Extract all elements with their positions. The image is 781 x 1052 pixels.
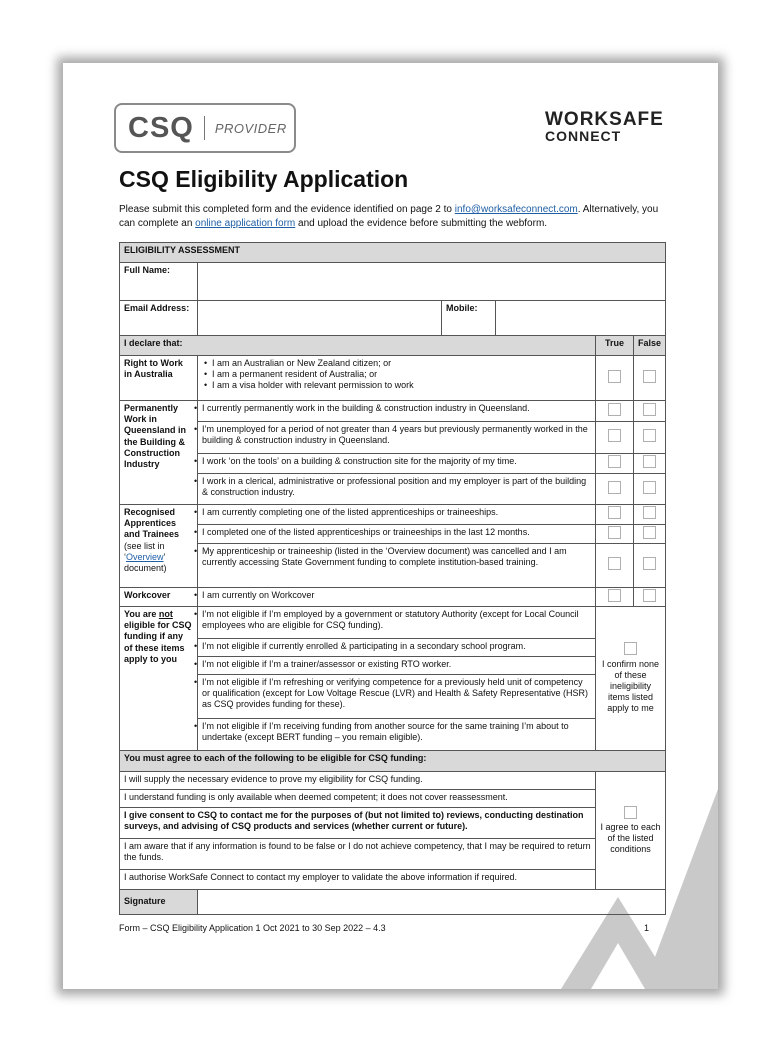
apprentices-label: Recognised Apprentices and Trainees — [124, 507, 180, 540]
apprentices-true-checkbox[interactable] — [608, 557, 621, 570]
declare-header: I declare that: — [120, 336, 596, 356]
workcover-false-checkbox[interactable] — [643, 589, 656, 602]
eligibility-header: ELIGIBILITY ASSESSMENT — [120, 243, 666, 263]
apprentices-false-checkbox[interactable] — [643, 526, 656, 539]
worksafe-logo-line2: CONNECT — [545, 128, 622, 144]
right-to-work-false-checkbox[interactable] — [643, 370, 656, 383]
email-label: Email Address: — [120, 301, 198, 336]
permanently-false-checkbox[interactable] — [643, 455, 656, 468]
signature-label: Signature — [120, 890, 198, 915]
not-eligible-item: • I’m not eligible if I’m employed by a government or statutory Authority (except for Local Council employees who are eligible for CSQ funding). — [198, 607, 596, 639]
permanently-true-checkbox[interactable] — [608, 403, 621, 416]
permanently-false-cell — [634, 474, 666, 505]
workcover-item: • I am currently on Workcover — [198, 588, 596, 607]
apprentices-true-cell — [596, 505, 634, 525]
right-to-work-true-cell — [596, 356, 634, 401]
permanently-false-checkbox[interactable] — [643, 481, 656, 494]
workcover-label: Workcover — [120, 588, 198, 607]
permanently-item: • I’m unemployed for a period of not greater than 4 years but previously permanently worked in the building & construction industry in Queensland. — [198, 422, 596, 454]
agree-item: I will supply the necessary evidence to prove my eligibility for CSQ funding. — [120, 772, 596, 790]
permanently-false-cell — [634, 422, 666, 454]
agree-confirm-cell — [596, 772, 666, 890]
agree-confirm-text: I agree to each of the listed conditions — [600, 821, 661, 855]
apprentices-true-checkbox[interactable] — [608, 526, 621, 539]
email-field[interactable] — [198, 301, 442, 336]
false-column-header: False — [634, 336, 666, 356]
not-eligible-item: • I’m not eligible if I’m refreshing or verifying competence for a previously held unit of competency or qualification (except for Low Voltage Rescue (LVR) and Health & Safety Representative (HSR) as CSQ provides funding for these). — [198, 675, 596, 719]
apprentices-false-cell — [634, 525, 666, 544]
apprentices-note-pre: (see list in ‘ — [124, 540, 165, 562]
permanently-work-label: Permanently Work in Queensland in the Building & Construction Industry — [120, 401, 198, 505]
apprentices-false-cell — [634, 505, 666, 525]
right-to-work-true-checkbox[interactable] — [608, 370, 621, 383]
apprentices-note — [124, 541, 193, 575]
permanently-true-checkbox[interactable] — [608, 481, 621, 494]
apprentices-note-post: ’ document) — [124, 551, 167, 574]
watermark-triangle-inner — [591, 943, 645, 989]
overview-link[interactable]: Overview — [126, 551, 164, 562]
worksafe-connect-logo — [545, 109, 664, 144]
permanently-item: • I work in a clerical, administrative or professional position and my employer is part of the building & construction industry. — [198, 474, 596, 505]
permanently-false-cell — [634, 401, 666, 422]
right-to-work-item: • I am an Australian or New Zealand citizen; or — [202, 358, 591, 369]
permanently-true-cell — [596, 454, 634, 474]
permanently-item: • I work ‘on the tools’ on a building & construction site for the majority of my time. — [198, 454, 596, 474]
not-eligible-label-not: not — [158, 609, 173, 619]
page-number: 1 — [643, 923, 649, 933]
agree-item: I am aware that if any information is found to be false or I do not achieve competency, that I may be required to return the funds. — [120, 839, 596, 870]
intro-text-2: . Alternatively, you can complete an — [119, 204, 659, 229]
workcover-true-checkbox[interactable] — [608, 589, 621, 602]
eligibility-form-table — [119, 242, 666, 915]
logo-divider — [204, 116, 205, 140]
right-to-work-label: Right to Work in Australia — [120, 356, 198, 401]
true-column-header: True — [596, 336, 634, 356]
not-eligible-label-post: eligible for CSQ funding if any of these items apply to you — [124, 620, 192, 664]
email-link[interactable]: info@worksafeconnect.com — [454, 204, 578, 215]
csq-provider-logo — [114, 103, 296, 153]
permanently-true-cell — [596, 401, 634, 422]
not-eligible-label-pre: You are — [124, 609, 159, 619]
form-page — [63, 63, 718, 989]
permanently-false-checkbox[interactable] — [643, 429, 656, 442]
right-to-work-item: • I am a permanent resident of Australia; or — [202, 369, 591, 380]
permanently-true-checkbox[interactable] — [608, 429, 621, 442]
apprentices-false-checkbox[interactable] — [643, 557, 656, 570]
full-name-field[interactable] — [198, 263, 666, 301]
intro-text-1: Please submit this completed form and the evidence identified on page 2 to — [119, 204, 455, 215]
signature-field[interactable] — [198, 890, 666, 915]
workcover-true-cell — [596, 588, 634, 607]
agree-header: You must agree to each of the following to be eligible for CSQ funding: — [120, 751, 666, 772]
permanently-true-cell — [596, 422, 634, 454]
apprentices-true-cell — [596, 525, 634, 544]
page-title: CSQ Eligibility Application — [119, 166, 409, 192]
not-eligible-confirm-checkbox[interactable] — [624, 642, 637, 655]
apprentices-label-cell — [120, 505, 198, 588]
intro-paragraph — [119, 203, 664, 231]
not-eligible-item: • I’m not eligible if I’m receiving funding from another source for the same training I’m about to undertake (except BERT funding – you remain eligible). — [198, 719, 596, 751]
online-form-link[interactable]: online application form — [195, 218, 296, 229]
provider-logo-text: PROVIDER — [214, 120, 287, 136]
permanently-false-cell — [634, 454, 666, 474]
intro-text-3: and upload the evidence before submitting the webform. — [295, 218, 548, 229]
mobile-field[interactable] — [496, 301, 666, 336]
permanently-item: • I currently permanently work in the building & construction industry in Queensland. — [198, 401, 596, 422]
mobile-label: Mobile: — [442, 301, 496, 336]
not-eligible-confirm-text: I confirm none of these ineligibility items listed apply to me — [602, 658, 660, 714]
not-eligible-label — [120, 607, 198, 751]
agree-item-consent: I give consent to CSQ to contact me for the purposes of (but not limited to) reviews, conducting destination surveys, and advising of CSQ products and services (whether current or future). — [120, 808, 596, 839]
not-eligible-item: • I’m not eligible if currently enrolled & participating in a secondary school program. — [198, 639, 596, 657]
apprentices-false-checkbox[interactable] — [643, 506, 656, 519]
not-eligible-confirm-cell — [596, 607, 666, 751]
permanently-false-checkbox[interactable] — [643, 403, 656, 416]
full-name-label: Full Name: — [120, 263, 198, 301]
apprentices-item: • I am currently completing one of the listed apprenticeships or traineeships. — [198, 505, 596, 525]
csq-logo-text: CSQ — [128, 111, 194, 144]
right-to-work-item: • I am a visa holder with relevant permission to work — [202, 380, 591, 391]
permanently-true-checkbox[interactable] — [608, 455, 621, 468]
worksafe-logo-line1: WORKSAFE — [545, 109, 664, 130]
apprentices-true-checkbox[interactable] — [608, 506, 621, 519]
right-to-work-options — [198, 356, 596, 401]
apprentices-item: • I completed one of the listed apprenticeships or traineeships in the last 12 months. — [198, 525, 596, 544]
page-footer — [119, 923, 649, 933]
workcover-false-cell — [634, 588, 666, 607]
apprentices-true-cell — [596, 544, 634, 588]
not-eligible-item: • I’m not eligible if I’m a trainer/assessor or existing RTO worker. — [198, 657, 596, 675]
footer-text: Form – CSQ Eligibility Application 1 Oct 2021 to 30 Sep 2022 – 4.3 — [119, 923, 386, 933]
right-to-work-false-cell — [634, 356, 666, 401]
agree-item: I understand funding is only available when deemed competent; it does not cover reassessment. — [120, 790, 596, 808]
apprentices-false-cell — [634, 544, 666, 588]
agree-item: I authorise WorkSafe Connect to contact my employer to validate the above information if required. — [120, 870, 596, 890]
permanently-true-cell — [596, 474, 634, 505]
agree-confirm-checkbox[interactable] — [624, 806, 637, 819]
apprentices-item: • My apprenticeship or traineeship (listed in the ‘Overview document) was cancelled and I am currently accessing State Government funding to complete institution-based training. — [198, 544, 596, 588]
